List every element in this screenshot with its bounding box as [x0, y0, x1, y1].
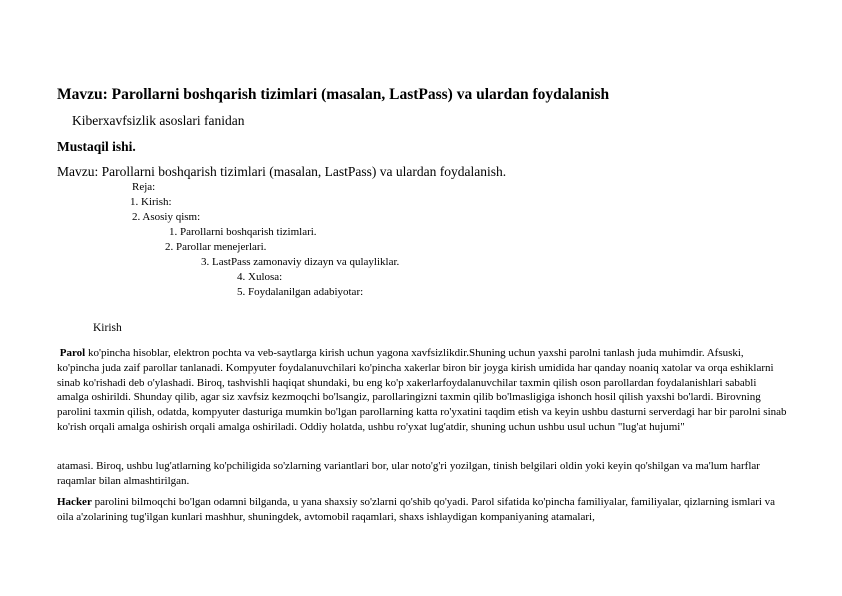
plan-item: 1. Kirish:	[130, 196, 172, 208]
intro-heading: Kirish	[93, 322, 122, 334]
plan-item: 4. Xulosa:	[237, 271, 283, 283]
plan-subitem: 2. Parollar menejerlari.	[165, 241, 267, 253]
subject-line: Kiberxavfsizlik asoslari fanidan	[72, 113, 245, 128]
plan-subitem: 3. LastPass zamonaviy dizayn va qulayliklar.	[201, 256, 400, 268]
paragraph-text: atamasi. Biroq, ushbu lug'atlarning ko'pchiligida so'zlarning variantlari bor, ular noto'g'ri yozilgan, tinish belgilari oldin yoki keyin qo'shilgan va ma'lum harflar raqamlar bilan almashtirilgan.	[57, 460, 760, 487]
topic-line: Mavzu: Parollarni boshqarish tizimlari (masalan, LastPass) va ulardan foydalanish.	[57, 164, 507, 179]
document-title: Mavzu: Parollarni boshqarish tizimlari (masalan, LastPass) va ulardan foydalanish	[57, 86, 610, 103]
body-paragraph	[57, 346, 787, 435]
paragraph-text: parolini bilmoqchi bo'lgan odamni bilganda, u yana shaxsiy so'zlarni qo'shib qo'yadi. Parol sifatida ko'pincha familiyalar, familiyalar, qizlarning ismlari va oila a'zolarining tug'ilgan kunlari mashhur, shuningdek, avtomobil raqamlari, shaxs ishlaydigan kompaniyaning atamalari,	[57, 496, 776, 523]
work-label: Mustaqil ishi.	[57, 139, 136, 154]
plan-heading: Reja:	[132, 181, 156, 193]
body-paragraph	[57, 459, 787, 489]
plan-item: 5. Foydalanilgan adabiyotar:	[237, 286, 364, 298]
plan-subitem: 1. Parollarni boshqarish tizimlari.	[169, 226, 317, 238]
paragraph-lead: Hacker	[57, 496, 92, 508]
body-paragraph	[57, 495, 787, 525]
plan-item: 2. Asosiy qism:	[132, 211, 201, 223]
paragraph-lead: Parol	[59, 347, 86, 359]
paragraph-text: ko'pincha hisoblar, elektron pochta va veb-saytlarga kirish uchun yagona xavfsizlikdir.Shuning uchun yaxshi parolni tanlash juda muhimdir. Afsuski, ko'pincha juda zaif parollar tanlanadi. Kompyuter foydalanuvchilari ko'pincha xakerlar biron bir joyga kirish umidida har qanday noaniq xatolar va orqa eshiklarni sinab ko'rishadi deb o'ylashadi. Biroq, tashvishli haqiqat shundaki, bu eng ko'p xakerlarfoydalanuvchilar taxmin qilish oson parollardan foydalanishlari sababli amalga oshirildi. Shunday qilib, agar siz xavfsiz kezmoqchi bo'lsangiz, parollaringizni taxmin qilib bo'lmasligiga ishonch hosil qilish yaxshi bo'lardi. Birovning parolini taxmin qilish, odatda, kompyuter dasturiga mumkin bo'lgan parollarning katta ro'yxatini taqdim etish va keyin ushbu dasturni serverdagi har bir parolni sinab ko'rish orqali amalga oshirish orqali amalga oshiriladi. Oddiy holatda, ushbu ro'yxat lug'atdir, shuning uchun ushbu usul uchun "lug'at hujumi"	[57, 347, 787, 433]
